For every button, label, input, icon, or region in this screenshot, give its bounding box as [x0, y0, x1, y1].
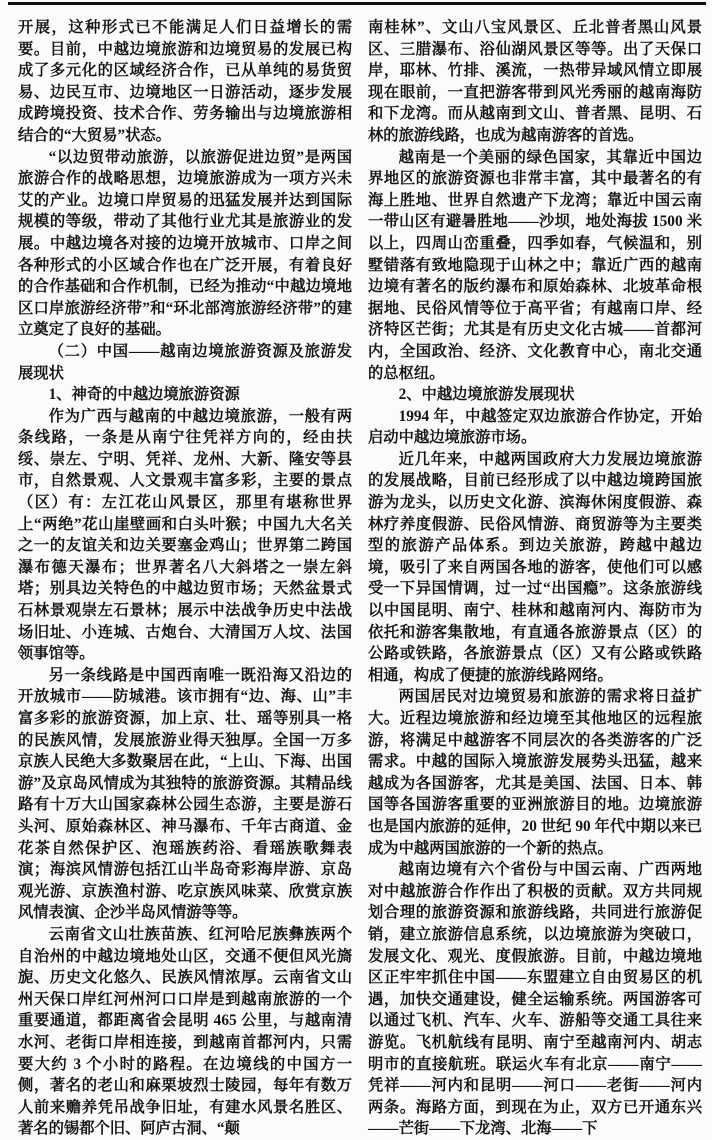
body-paragraph: 另一条线路是中国西南唯一既沿海又沿边的开放城市——防城港。该市拥有“边、海、山”丰富多彩的旅游资源，加上京、壮、瑶等别具一格的民族风情，发展旅游业得天独厚。全国一万多京族人民绝大多数聚居在此，“上山、下海、出国游”及京岛风情成为其独特的旅游资源。其精品线路有十万大山国家森林公园生态游，主要是游石头河、原始森林区、神马瀑布、千年古商道、金花茶自然保护区、泡瑶族药浴、看瑶族歌舞表演；海滨风情游包括江山半岛奇彩海岸游、京岛观光游、京族渔村游、吃京族风味菜、欣赏京族风情表演、企沙半岛风情游等等。	[18, 666, 352, 922]
page-top-rule	[8, 2, 706, 5]
body-paragraph: 越南是一个美丽的绿色国家，其靠近中国边界地区的旅游资源也非常丰富，其中最著名的有海上胜地、世界自然遗产下龙湾；靠近中国云南一带山区有避暑胜地——沙坝，地处海拔 1500 米以上，四周山峦重叠，四季如春，气候温和，别墅错落有致地隐现于山林之中；靠近广西的越南边境有著名的版约瀑布和原始森林、北坡革命根据地、民俗风情等位于高平省；有越南口岸、经济特区芒街；尤其是有历史文化古城——首都河内，全国政治、经济、文化教育中心，南北交通的总枢纽。	[368, 148, 702, 382]
body-paragraph: 作为广西与越南的中越边境旅游，一般有两条线路，一条是从南宁往凭祥方向的，经由扶绥、崇左、宁明、凭祥、龙州、大新、隆安等县市，自然景观、人文景观丰富多彩，主要的景点（区）有：左江花山风景区，那里有堪称世界上“两绝”花山崖壁画和白头叶猴；中国九大名关之一的友谊关和边关要塞金鸡山；世界第二跨国瀑布德天瀑布；世界著名八大斜塔之一崇左斜塔；别具边关特色的中越边贸市场；天然盆景式石林景观崇左石景林；展示中法战争历史中法战场旧址、小连城、古炮台、大清国万人坟、法国领事馆等。	[18, 407, 352, 663]
body-paragraph: “以边贸带动旅游，以旅游促进边贸”是两国旅游合作的战略思想，边境旅游成为一项方兴未艾的产业。边境口岸贸易的迅猛发展并达到国际规模的等级，带动了其他行业尤其是旅游业的发展。中越边境各对接的边境开放城市、口岸之间各种形式的小区域合作也在广泛开展，有着良好的合作基础和合作机制，已经为推动“中越边境地区口岸旅游经济带”和“环北部湾旅游经济带”的建立奠定了良好的基础。	[18, 148, 352, 339]
section-heading: 2、中越边境旅游发展现状	[398, 386, 575, 404]
text-column-left	[18, 17, 352, 1140]
body-paragraph: 云南省文山壮族苗族、红河哈尼族彝族两个自治州的中越边境地处山区，交通不便但风光旖旎、历史文化悠久、民族风情浓厚。云南省文山州天保口岸红河州河口口岸是到越南旅游的一个重要通道，都距离省会昆明 465 公里，与越南清水河、老街口岸相连接，到越南首都河内，只需要大约 3 个小时的路程。在边境线的中国方一侧，著名的老山和麻栗坡烈士陵园，每年有数万人前来赡养凭吊战争旧址，有建水风景名胜区、著名的锡都个旧、阿庐古洞、“颠	[18, 925, 352, 1138]
body-paragraph: 两国居民对边境贸易和旅游的需求将日益扩大。近程边境旅游和经边境至其他地区的远程旅游，将满足中越游客不同层次的各类游客的广泛需求。中越的国际入境旅游发展势头迅猛，越来越成为各国游客，尤其是美国、法国、日本、韩国等各国游客重要的亚洲旅游目的地。边境旅游也是国内旅游的延伸，20 世纪 90 年代中期以来已成为中越两国旅游的一个新的热点。	[368, 688, 702, 857]
section-heading: （二）中国——越南边境旅游资源及旅游发展现状	[18, 342, 352, 382]
body-paragraph: 1994 年，中越签定双边旅游合作协定，开始启动中越边境旅游市场。	[368, 407, 702, 447]
body-paragraph: 开展，这种形式已不能满足人们日益增长的需要。目前，中越边境旅游和边境贸易的发展已构成了多元化的区域经济合作，已从单纯的易货贸易、边民互市、边境地区一日游活动，逐步发展成跨境投资、技术合作、劳务输出与边境旅游相结合的“大贸易”状态。	[18, 19, 352, 144]
body-paragraph: 近几年来，中越两国政府大力发展边境旅游的发展战略，目前已经形成了以中越边境跨国旅游为龙头，以历史文化游、滨海休闲度假游、森林疗养度假游、民俗风情游、商贸游等为主要类型的旅游产品体系。到边关旅游，跨越中越边境，吸引了来自两国各地的游客，使他们可以感受一下异国情调，过一过“出国瘾”。这条旅游线以中国昆明、南宁、桂林和越南河内、海防市为依托和游客集散地，有直通各旅游景点（区）的公路或铁路，各旅游景点（区）又有公路或铁路相通，构成了便捷的旅游线路网络。	[368, 450, 702, 684]
body-paragraph: 南桂林”、文山八宝风景区、丘北普者黑山风景区、三腊瀑布、浴仙湖风景区等等。出了天保口岸，耶林、竹排、溪流，一热带异域风情立即展现在眼前，一直把游客带到风光秀丽的越南海防和下龙湾。而从越南到文山、普者黑、昆明、石林的旅游线路，也成为越南游客的首选。	[368, 19, 702, 144]
text-column-right	[368, 17, 702, 1140]
body-paragraph: 越南边境有六个省份与中国云南、广西两地对中越旅游合作作出了积极的贡献。双方共同规划合理的旅游资源和旅游线路，共同进行旅游促销，建立旅游信息系统，以边境旅游为突破口，发展文化、观光、度假旅游。目前，中越边境地区正牢牢抓住中国——东盟建立自由贸易区的机遇，加快交通建设，健全运输系统。两国游客可以通过飞机、汽车、火车、游船等交通工具往来游览。飞机航线有昆明、南宁至越南河内、胡志明市的直接航班。联运火车有北京——南宁——凭祥——河内和昆明——河口——老街——河内两条。海路方面，到现在为止，双方已开通东兴——芒街——下龙湾、北海——下	[368, 861, 702, 1138]
section-heading: 1、神奇的中越边境旅游资源	[48, 386, 240, 404]
